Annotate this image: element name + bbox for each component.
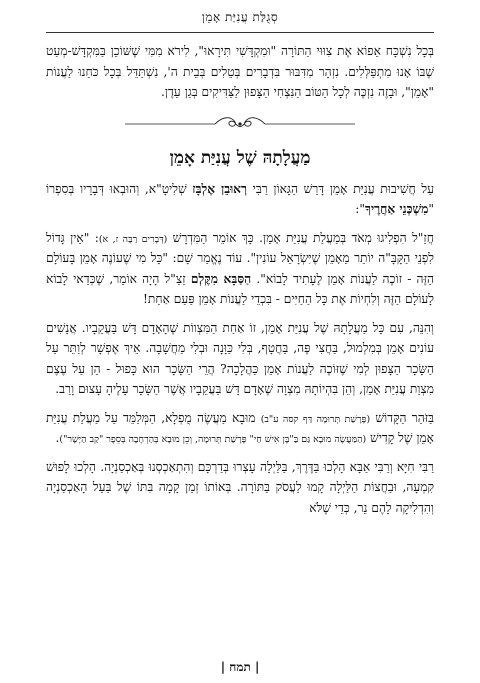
paragraph-4-part3: . xyxy=(55,431,60,445)
paragraph-1 xyxy=(46,179,434,220)
paragraph-2-part3: זַצַ"ל הָיָה אוֹמֵר, שֶׁכְּדַאי לָבוֹא לָעוֹלָם הַזֶּה וְלִחְיוֹת אֶת כָּל הַחַיִּים - בִּכְדֵי לַעֲנוֹת אָמֵן פַּעַם אַחַת! xyxy=(46,271,434,306)
paragraph-2-part2: : "אֵין גָּדוֹל לִפְנֵי הַקָּבָּ"ה יוֹתֵר מֵאָמֵן שֶׁיִּשְׂרָאֵל עוֹנִין". עוֹד נֶאֱמַר שָׁם: "כָּל מִי שֶׁעוֹנֶה אָמֵן בָּעוֹלָם הַזֶּה - זוֹכֶה לַעֲנוֹת אָמֵן לֶעָתִיד לָבוֹא". xyxy=(46,230,434,286)
paragraph-1-lead: עַל חֲשִׁיבוּת עֲנִיַּת אָמֵן דָּרַשׁ הַגָּאוֹן רַבִּי xyxy=(247,181,434,196)
paragraph-2 xyxy=(46,228,434,310)
paragraph-4-part2: מוּבָא מַעֲשֶׂה מֻפְלָא, הַמְּלַמֵּד עַל מַעֲלַת עֲנִיַּת אָמֵן שֶׁל קָדִישׁ xyxy=(46,410,434,445)
ornament-divider xyxy=(46,111,434,137)
rabbi-name: רְאוּבֵן אֶלְבָּז xyxy=(192,181,247,196)
paragraph-5: רַבִּי חִיָּא וְרַבִּי אַבָּא הָלְכוּ בַּדֶּרֶךְ, בַּלַּיְלָה עָצְרוּ בְּדַרְכָּם וְהִתְאַכְסְנוּ בְּאַכְסַנְיָה. הָלְכוּ לָפוּשׁ קִמְעָה, וּבַחֲצוֹת הַלַּיְלָה קָמוּ לַעֲסֹק בַּתּוֹרָה. בְּאוֹתוֹ זְמַן קָמָה בִּתּוֹ שֶׁל בַּעַל הָאַכְסַנְיָה וְהִדְלִיקָה לָהֶם נֵר, כְּדֵי שֶׁלֹּא xyxy=(46,459,434,515)
paragraph-2-part1: חֲזַ"ל הִפְלִיגוּ מְאֹד בְּמַעֲלַת עֲנִיַּת אָמֵן. כָּךְ אוֹמֵר הַמִּדְרָשׁ xyxy=(167,230,434,245)
paragraph-1-middle: שְׁלִיטָ"א, וְהוּבְאוּ דְּבָרָיו בְּסִפְרוֹ " xyxy=(46,181,434,216)
paragraph-1-tail: ": xyxy=(355,202,365,216)
paragraph-3: וְהִנֵּה, עִם כָּל מַעֲלָתָהּ שֶׁל עֲנִיַּת אָמֵן, זוֹ אַחַת הַמִּצְווֹת שֶׁהָאָדָם דָּשׁ בַּעֲקֵבָיו. אֲנָשִׁים עוֹנִים אָמֵן בְּמִלְמוּל, בַּחֲצִי פֶּה, בַּחֲטָף, בְּלִי כַּוָּנָה וּבְלִי מַחֲשָׁבָה. אֵיךְ אֶפְשָׁר לְוַתֵּר עַל הַשָּׂכָר הַצָּפוּן לְמִי שֶׁזּוֹכֶה לַעֲנוֹת אָמֵן כַּהֲלָכָה? הֲרֵי הַשָּׂכָר הוּא כָּפוּל - הֵן עַל עֶצֶם מִצְוַת עֲנִיַּת אָמֵן, וְהֵן בִּהְיוֹתָהּ מִצְוָה שֶׁאָדָם דָּשׁ בַּעֲקֵבָיו אֲשֶׁר הַשָּׂכָר עָלֶיהָ עָצוּם וָרַב. xyxy=(46,320,434,396)
ornament-swirl-icon xyxy=(125,114,355,134)
intro-paragraph: בְּכָל נִשְׁכָּח אֵפוֹא אֶת צִוּוּי הַתּוֹרָה "וּמִקְדָּשִׁי תִּירָאוּ", לִירֹא מִמִּי שֶׁשּׁוֹכֵן בַּמִּקְדָּשׁ-מְעַט שֶׁבּוֹ אָנוּ מִתְפַּלְּלִים. נִזְהָר מִדִּבּוּר בִּדְבָרִים בְּטֵלִים בְּבֵית ה', נִשְׁתַּדֵּל בְּכָל כֹּחֵנוּ לַעֲנוֹת "אָמֵן", וּבָזֶה נִזְכֶּה לְכָל הַטּוֹב הַנִּצְחִי הַצָּפוּן לַצַּדִּיקִים בְּגַן עֵדֶן. xyxy=(46,44,434,99)
source-citation: (דְּבָרִים רַבָּה ז, א) xyxy=(98,233,168,245)
sage-name: הַסַּבָּא מִקֶּלְם xyxy=(190,271,252,286)
header-rule xyxy=(46,32,434,33)
section-title: מַעֲלָתָהּ שֶׁל עֲנִיַּת אָמֵן xyxy=(169,147,311,168)
book-title: מִשְׁכְּנֵי אַחֲרֶיךָ xyxy=(364,202,429,216)
source-citation-zohar: (פָּרָשַׁת תְּרוּמָה דַּף קסה ע"ב) xyxy=(260,413,371,425)
paragraph-4 xyxy=(46,408,434,449)
paragraph-4-part1: בַּזֹּהַר הַקָּדוֹשׁ xyxy=(370,410,434,425)
page-number: | תמח | xyxy=(220,660,260,674)
running-head: סְגֻלַּת עֲנִיַּת אָמֵן xyxy=(201,10,279,24)
source-citation-story: (הַמַּעֲשֶׂה מוּבָא גַּם בַּ"בֶּן אִישׁ חַי" פָּרָשַׁת תְּרוּמָה, וְכֵן מוּבָא בְּהַרְחָבָה בְּסֵפֶר "קַב הַיָּשָׁר") xyxy=(59,434,367,445)
